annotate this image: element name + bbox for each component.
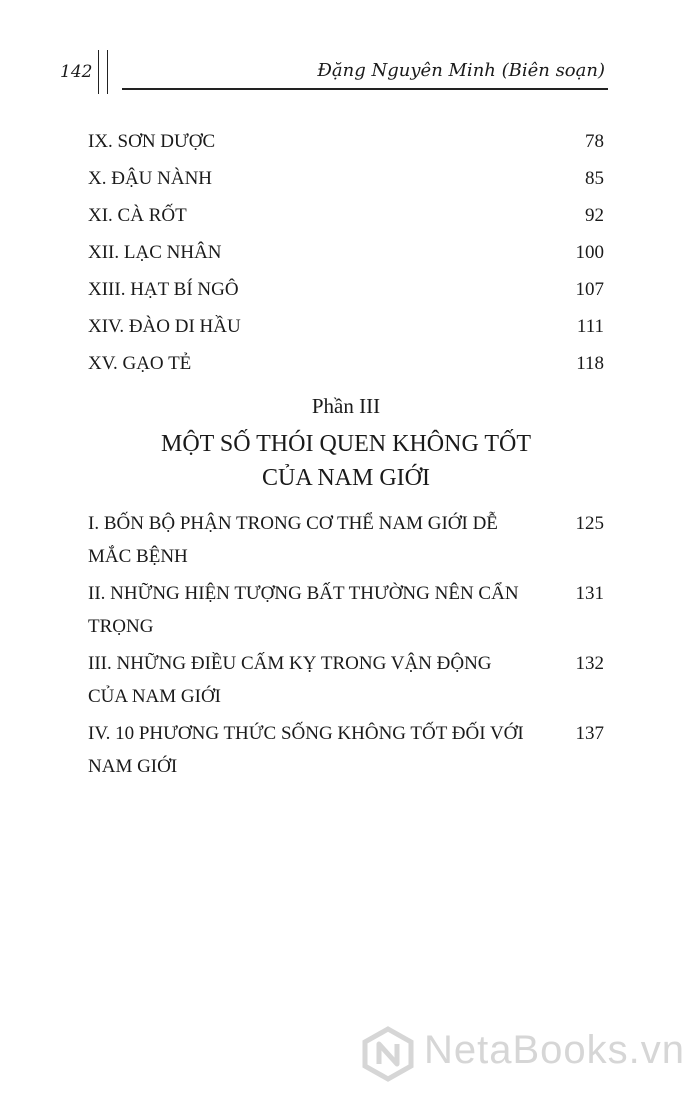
toc-entry — [88, 239, 604, 276]
toc-entry-title: XIII. HẠT BÍ NGÔ — [88, 279, 239, 300]
toc-entry-page: 92 — [585, 205, 604, 226]
toc-entry-title: X. ĐẬU NÀNH — [88, 168, 213, 189]
watermark — [360, 1020, 690, 1090]
toc-entry-page: 118 — [576, 353, 604, 374]
toc-entry-title: IV. 10 PHƯƠNG THỨC SỐNG KHÔNG TỐT ĐỐI VỚI NAM GIỚI — [88, 723, 524, 777]
page-header — [0, 0, 700, 110]
section-title-line2: CỦA NAM GIỚI — [262, 465, 430, 491]
toc-entry — [88, 647, 604, 713]
toc-entry — [88, 313, 604, 350]
toc-entry-title: IX. SƠN DƯỢC — [88, 131, 216, 152]
toc-entry-title: XII. LẠC NHÂN — [88, 242, 222, 263]
toc-entry — [88, 577, 604, 643]
section-title-line1: MỘT SỐ THÓI QUEN KHÔNG TỐT — [161, 431, 531, 457]
section-label: Phần III — [311, 394, 381, 418]
toc-entry-title: III. NHỮNG ĐIỀU CẤM KỴ TRONG VẬN ĐỘNG CỦA NAM GIỚI — [88, 653, 492, 707]
toc-entry-title: II. NHỮNG HIỆN TƯỢNG BẤT THƯỜNG NÊN CẨN TRỌNG — [88, 583, 519, 637]
toc-entry-title: I. BỐN BỘ PHẬN TRONG CƠ THỂ NAM GIỚI DỄ MẮC BỆNH — [88, 513, 498, 567]
section-heading — [88, 391, 604, 495]
toc-entry — [88, 128, 604, 165]
toc-entry-page: 125 — [575, 513, 604, 534]
toc-entry — [88, 276, 604, 313]
toc-entry-title: XI. CÀ RỐT — [88, 205, 187, 226]
toc-entry — [88, 507, 604, 573]
toc-entry-page: 85 — [585, 168, 604, 189]
toc-entry-page: 78 — [585, 131, 604, 152]
toc-entry — [88, 350, 604, 387]
toc-entry-page: 100 — [575, 242, 604, 263]
toc-entry-title: XIV. ĐÀO DI HẦU — [88, 316, 241, 337]
toc-entry-title: XV. GẠO TẺ — [88, 353, 192, 374]
toc-entry — [88, 717, 604, 783]
watermark-text: NetaBooks.vn — [424, 1028, 686, 1072]
author-name: Đặng Nguyên Minh (Biên soạn) — [317, 60, 605, 81]
page-number: 142 — [60, 62, 93, 82]
header-divider — [98, 50, 108, 94]
table-of-contents — [88, 128, 604, 787]
toc-entry-page: 111 — [576, 316, 604, 337]
header-rule — [122, 88, 608, 90]
toc-entry-page: 131 — [575, 583, 604, 604]
toc-entry — [88, 202, 604, 239]
toc-entry — [88, 165, 604, 202]
toc-entry-page: 132 — [575, 653, 604, 674]
toc-entry-page: 137 — [575, 723, 604, 744]
toc-entry-page: 107 — [575, 279, 604, 300]
section-entries — [88, 507, 604, 783]
netabooks-logo-icon — [360, 1026, 416, 1082]
